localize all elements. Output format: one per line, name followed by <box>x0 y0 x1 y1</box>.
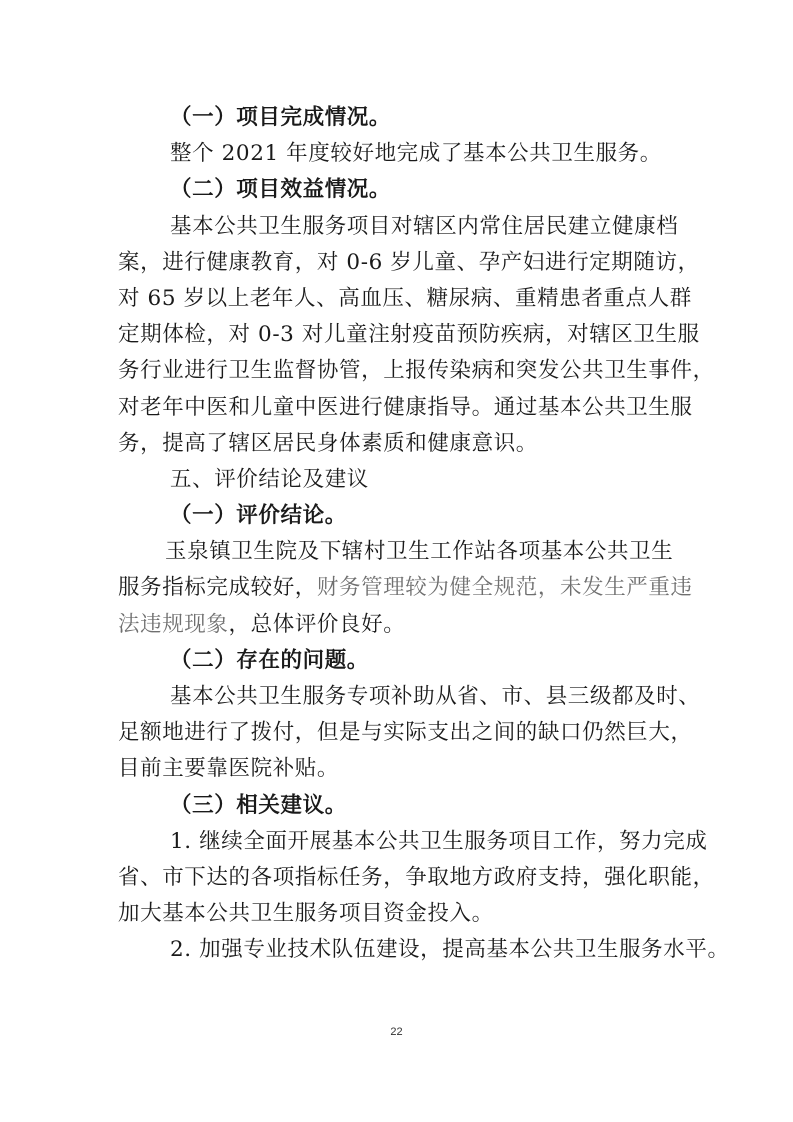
paragraph-line: 基本公共卫生服务专项补助从省、市、县三级都及时、 <box>170 684 701 709</box>
page-number: 22 <box>390 1026 403 1038</box>
heading-existing-problems: （二）存在的问题。 <box>170 647 369 673</box>
heading-project-benefits: （二）项目效益情况。 <box>170 177 392 203</box>
paragraph-line: 2. 加强专业技术队伍建设，提高基本公共卫生服务水平。 <box>170 937 730 963</box>
page-body <box>118 100 730 969</box>
text-segment: 服务指标完成较好， <box>118 575 317 601</box>
paragraph-line: 案，进行健康教育，对 0-6 岁儿童、孕产妇进行定期随访， <box>118 249 700 275</box>
paragraph-line: 对老年中医和儿童中医进行健康指导。通过基本公共卫生服 <box>118 394 693 420</box>
paragraph-line: 足额地进行了拨付，但是与实际支出之间的缺口仍然巨大， <box>118 720 693 746</box>
heading-related-suggestions: （三）相关建议。 <box>170 792 347 818</box>
paragraph-line: 目前主要靠医院补贴。 <box>118 756 340 782</box>
heading-evaluation-conclusion-and-suggestions: 五、评价结论及建议 <box>170 466 369 492</box>
paragraph-line: 省、市下达的各项指标任务，争取地方政府支持，强化职能， <box>118 864 715 890</box>
paragraph-line: 定期体检，对 0-3 对儿童注射疫苗预防疾病，对辖区卫生服 <box>118 322 700 348</box>
heading-project-completion: （一）项目完成情况。 <box>170 105 392 130</box>
text-segment: ，总体评价良好。 <box>228 611 406 637</box>
paragraph-line: 玉泉镇卫生院及下辖村卫生工作站各项基本公共卫生 <box>165 539 674 565</box>
paragraph-line: 务，提高了辖区居民身体素质和健康意识。 <box>118 430 538 456</box>
heading-evaluation-conclusion: （一）评价结论。 <box>170 503 347 529</box>
paragraph-line <box>118 570 693 606</box>
text-segment-gray: 法违规现象 <box>118 611 229 637</box>
paragraph-line: 1. 继续全面开展基本公共卫生服务项目工作，努力完成 <box>170 828 708 854</box>
paragraph-line: 务行业进行卫生监督协管，上报传染病和突发公共卫生事件， <box>118 358 715 384</box>
paragraph-project-completion: 整个 2021 年度较好地完成了基本公共卫生服务。 <box>170 141 662 167</box>
text-segment-gray: 财务管理较为健全规范，未发生严重违 <box>316 575 693 601</box>
paragraph-line: 加大基本公共卫生服务项目资金投入。 <box>118 901 494 927</box>
paragraph-line: 基本公共卫生服务项目对辖区内常住居民建立健康档 <box>170 213 679 239</box>
paragraph-line <box>118 607 682 643</box>
paragraph-line: 对 65 岁以上老年人、高血压、糖尿病、重精患者重点人群 <box>118 285 692 311</box>
